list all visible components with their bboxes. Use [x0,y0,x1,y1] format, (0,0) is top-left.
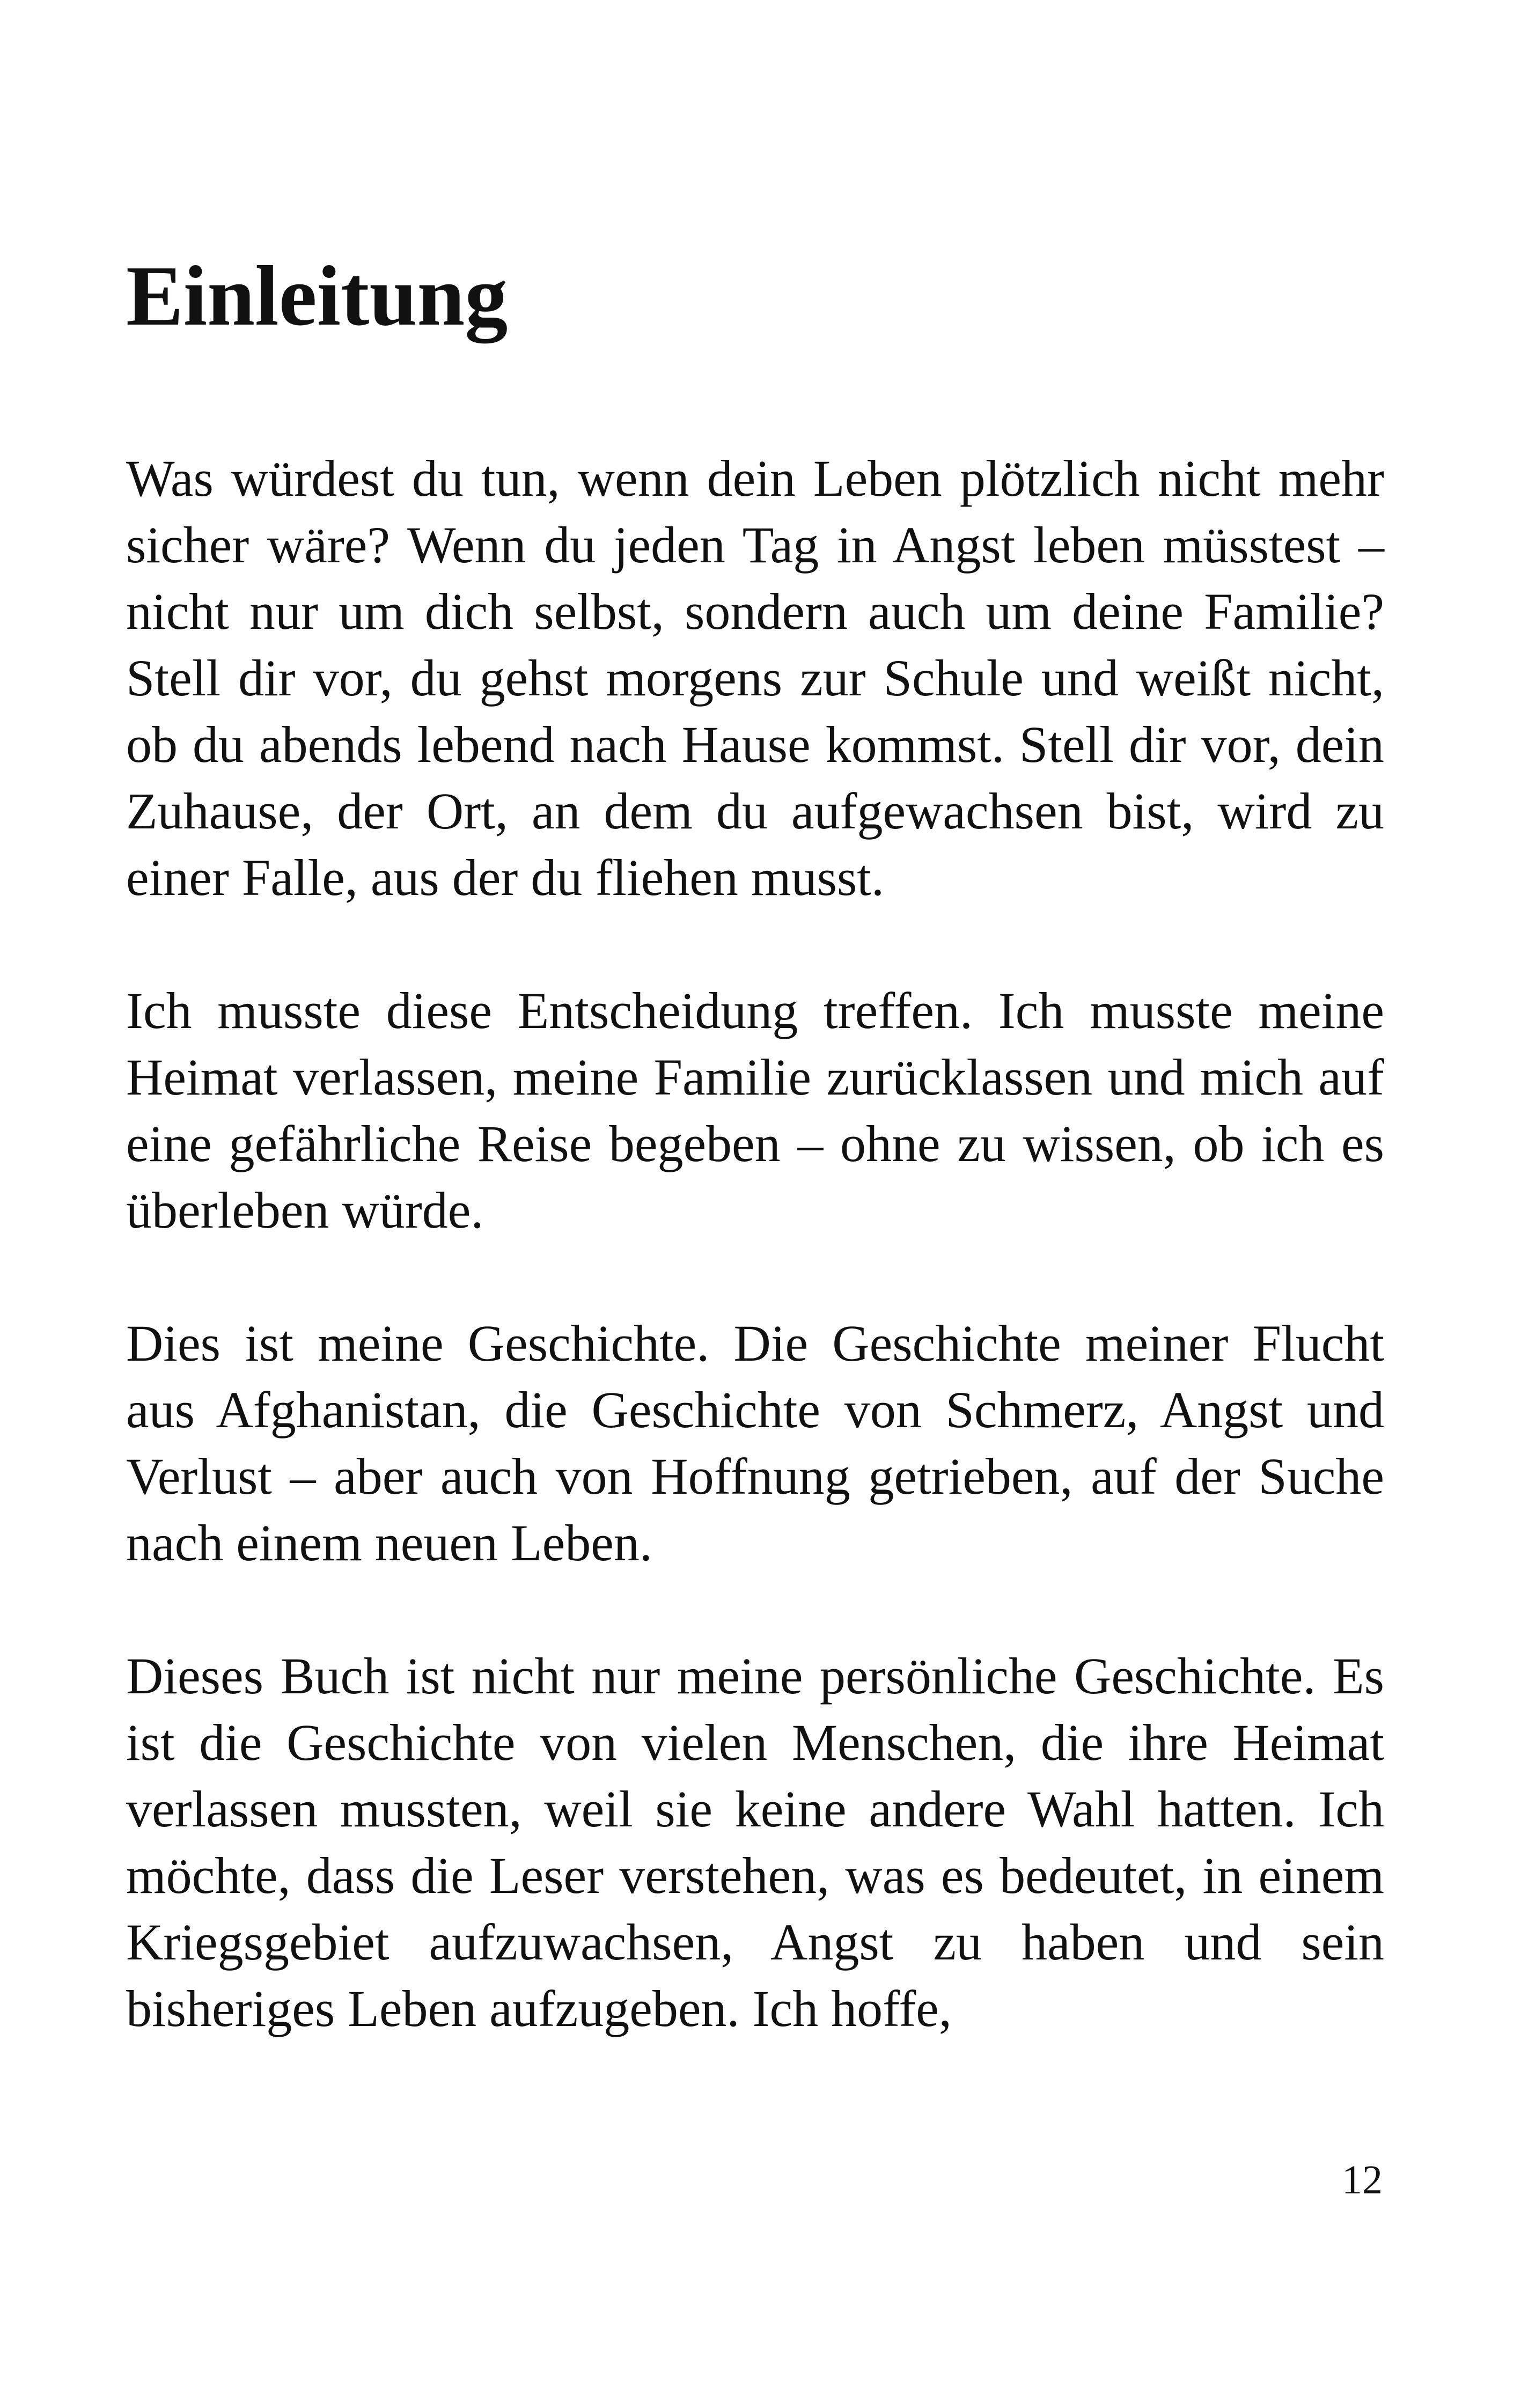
chapter-title: Einleitung [126,248,508,343]
page-number: 12 [1342,2157,1383,2203]
paragraph: Ich musste diese Entscheidung treffen. Ich musste meine Heimat verlassen, meine Familie zurücklassen und mich auf eine gefährliche Reise begeben – ohne zu wissen, ob ich es überleben würde. [126,982,1384,1239]
body-text [126,445,1384,2042]
paragraph: Dies ist meine Geschichte. Die Geschichte meiner Flucht aus Afghanistan, die Geschichte von Schmerz, Angst und Verlust – aber auch von Hoffnung getrieben, auf der Suche nach einem neuen Leben. [126,1315,1384,1572]
paragraph: Dieses Buch ist nicht nur meine persönliche Geschichte. Es ist die Geschichte von vielen Menschen, die ihre Heimat verlassen mussten, weil sie keine andere Wahl hatten. Ich möchte, dass die Leser verstehen, was es bedeutet, in einem Kriegsgebiet aufzuwachsen, Angst zu haben und sein bisheriges Leben aufzugeben. Ich hoffe, [126,1647,1384,2037]
paragraph: Was würdest du tun, wenn dein Leben plötzlich nicht mehr sicher wäre? Wenn du jeden Tag in Angst leben müsstest – nicht nur um dich selbst, sondern auch um deine Familie? Stell dir vor, du gehst morgens zur Schule und weißt nicht, ob du abends lebend nach Hause kommst. Stell dir vor, dein Zuhause, der Ort, an dem du aufgewachsen bist, wird zu einer Falle, aus der du fliehen musst. [126,450,1384,906]
